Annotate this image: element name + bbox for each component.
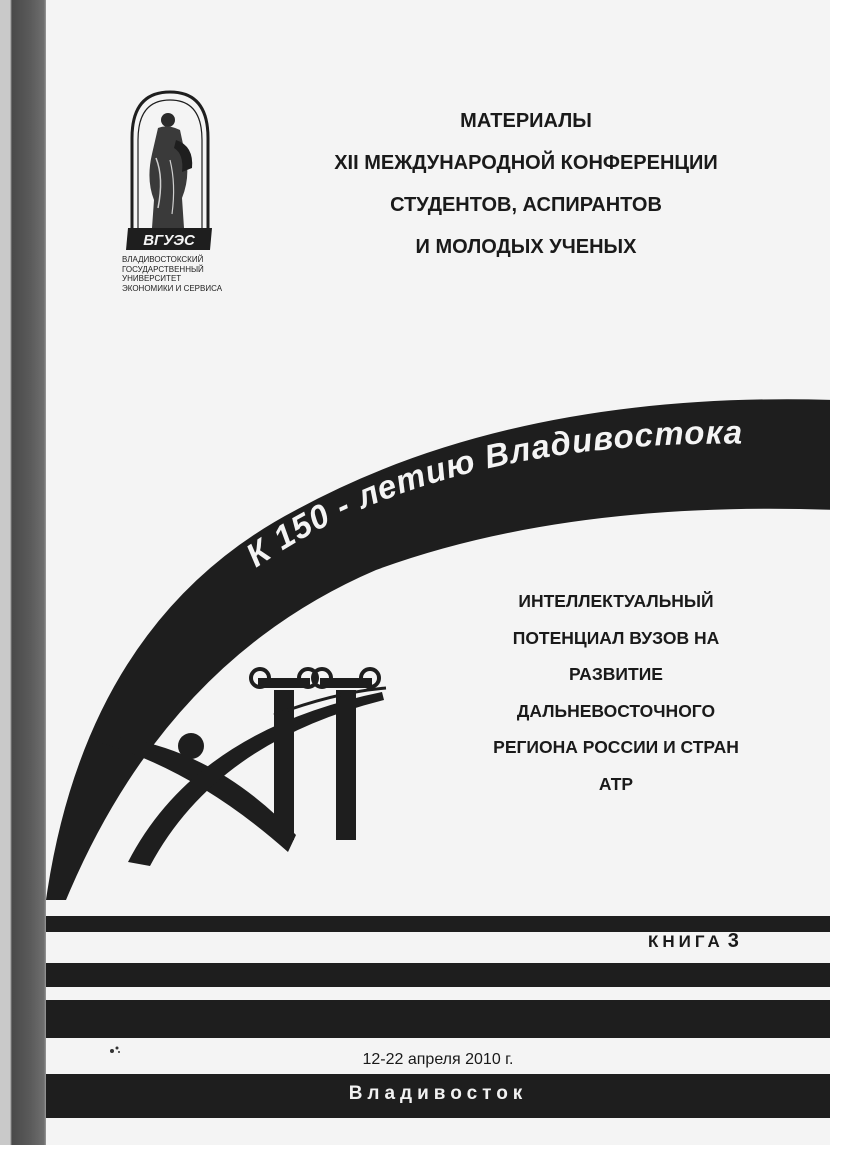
page-margin-bottom (0, 1145, 850, 1169)
book-label: КНИГА (648, 932, 724, 951)
theme-line: ИНТЕЛЛЕКТУАЛЬНЫЙ (518, 591, 714, 611)
book-spine (0, 0, 46, 1169)
university-line: ЭКОНОМИКИ И СЕРВИСА (122, 283, 223, 293)
book-number-value: 3 (727, 930, 739, 952)
book-number (648, 930, 739, 953)
logo-abbr: ВГУЭС (143, 232, 195, 249)
title-line: СТУДЕНТОВ, АСПИРАНТОВ (390, 194, 662, 216)
theme-line: ПОТЕНЦИАЛ ВУЗОВ НА (512, 627, 720, 648)
theme-line: РАЗВИТИЕ (569, 664, 663, 684)
title-line: XII МЕЖДУНАРОДНОЙ КОНФЕРЕНЦИИ (334, 152, 718, 174)
university-line: ГОСУДАРСТВЕННЫЙ (122, 264, 204, 274)
conference-theme (446, 583, 786, 802)
conference-dates: 12-22 апреля 2010 г. (362, 1051, 514, 1068)
stripe (46, 963, 830, 987)
page-margin-right (830, 0, 850, 1169)
book-cover (46, 0, 830, 1145)
theme-line: АТР (598, 773, 634, 794)
anniversary-banner-text: К 150 - летию Владивостока (239, 413, 744, 574)
city-name: Владивосток (348, 1083, 528, 1104)
university-line: УНИВЕРСИТЕТ (122, 274, 182, 283)
theme-line: ДАЛЬНЕВОСТОЧНОГО (516, 700, 716, 721)
theme-line: РЕГИОНА РОССИИ И СТРАН (493, 737, 739, 757)
university-line: ВЛАДИВОСТОКСКИЙ (122, 255, 204, 264)
title-line: МАТЕРИАЛЫ (460, 110, 592, 132)
title-line: И МОЛОДЫХ УЧЕНЫХ (415, 236, 637, 258)
stripe (46, 1000, 830, 1038)
